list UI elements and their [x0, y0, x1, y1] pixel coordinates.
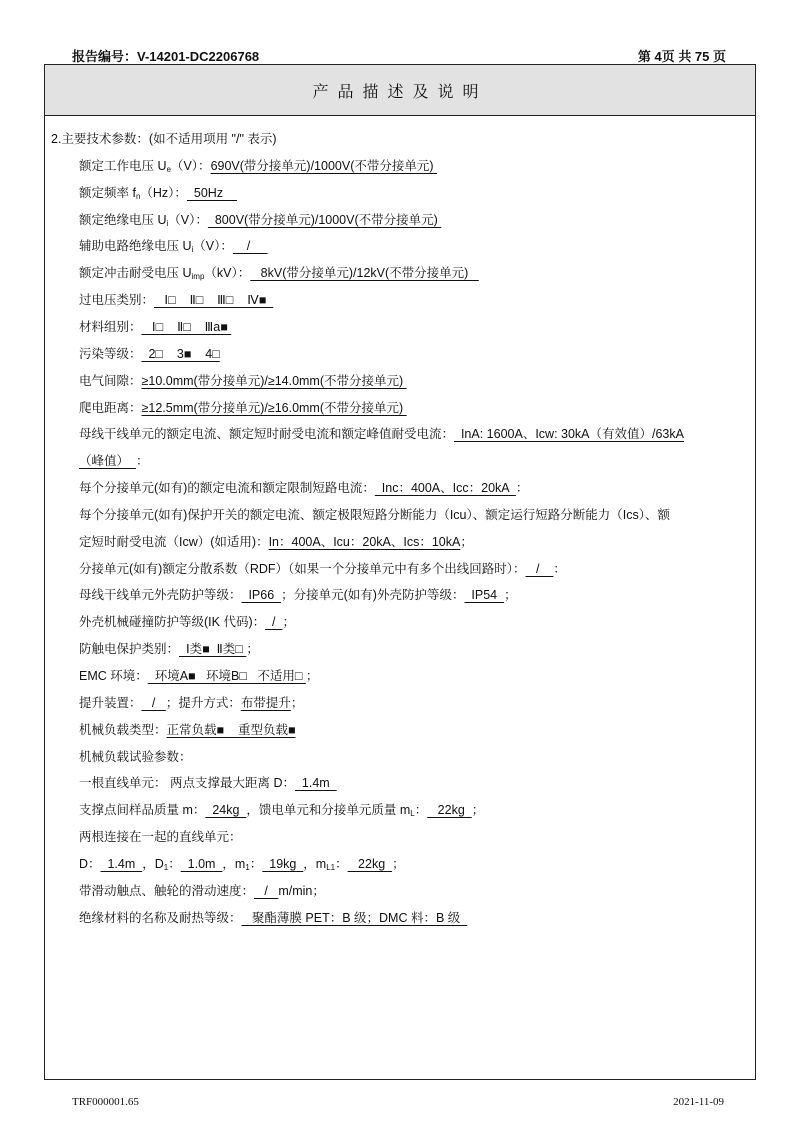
parameter-value: 聚酯薄膜 PET：B 级；DMC 料：B 级 — [241, 910, 468, 925]
parameter-label: ；分接单元(如有)外壳防护等级： — [281, 588, 465, 603]
subscript: L1 — [326, 862, 336, 872]
parameter-row — [79, 883, 325, 899]
subscript: 1 — [245, 862, 250, 872]
parameter-value: 22kg — [427, 803, 472, 818]
subscript: i — [191, 245, 194, 255]
parameter-label: 外壳机械碰撞防护等级(IK 代码)： — [79, 615, 266, 630]
parameter-value: 1.4m — [294, 776, 337, 791]
parameter-value: 环境A■ 环境B□ 不适用□ — [147, 669, 306, 683]
parameter-label: 材料组别： — [79, 319, 142, 334]
parameter-row — [79, 722, 296, 738]
parameter-label: m/min； — [278, 883, 325, 898]
parameter-row — [79, 185, 237, 201]
parameter-label: 机械负载类型： — [79, 722, 167, 737]
parameter-value: / — [141, 695, 166, 710]
parameter-row — [79, 453, 148, 469]
parameter-label: 每个分接单元(如有)的额定电流和额定限制短路电流： — [79, 481, 375, 496]
parameter-value: （峰值） — [79, 454, 136, 469]
parameter-label: ，m — [303, 856, 327, 871]
parameter-label: ； — [392, 856, 405, 871]
parameter-label: 额定绝缘电压 U — [79, 212, 167, 227]
parameter-row — [79, 910, 467, 926]
report-number: 报告编号：V-14201-DC2206768 — [72, 49, 260, 64]
parameter-label: 额定频率 f — [79, 185, 136, 200]
parameter-value: InA: 1600A、Icw: 30kA（有效值）/63kA — [454, 427, 684, 442]
parameter-label: 每个分接单元(如有)保护开关的额定电流、额定极限短路分断能力（Icu）、额定运行短路分断能力（Ics）、额 — [79, 507, 670, 522]
parameter-value: 690V(带分接单元)/1000V(不带分接单元) — [210, 158, 437, 173]
parameter-row — [79, 587, 517, 603]
parameter-label: 支撑点间样品质量 m： — [79, 803, 206, 818]
subscript: n — [135, 191, 141, 201]
page-number: 第 4页 共 75 页 — [637, 49, 726, 64]
parameter-label: 一根直线单元： 两点支撑最大距离 D： — [79, 776, 295, 791]
parameter-value: 8kV(带分接单元)/12kV(不带分接单元) — [250, 266, 479, 281]
parameter-row — [79, 292, 273, 308]
parameter-label: 额定工作电压 U — [79, 158, 167, 173]
parameter-label: 母线干线单元外壳防护等级： — [79, 588, 242, 603]
parameter-label: 额定冲击耐受电压 U — [79, 266, 192, 281]
parameter-value: Inc：400A、Icc：20kA — [374, 481, 516, 496]
subscript: 1 — [163, 862, 169, 872]
parameter-row — [79, 507, 670, 523]
parameter-label: ； — [305, 669, 319, 683]
parameter-label: 分接单元(如有)额定分散系数（RDF）（如果一个分接单元中有多个出线回路时）： — [79, 561, 526, 576]
parameter-label: 防触电保护类别： — [79, 642, 180, 657]
parameter-label: ，D — [142, 856, 164, 871]
parameter-row — [79, 480, 528, 496]
parameter-value: IP54 — [464, 588, 505, 603]
section-heading — [51, 131, 277, 147]
parameter-value: 1.0m — [180, 856, 223, 871]
parameter-label: （kV）： — [204, 266, 251, 281]
parameter-row — [79, 561, 566, 577]
parameter-row — [79, 695, 303, 711]
content-frame — [44, 64, 756, 1080]
parameter-label: 过电压类别： — [79, 293, 155, 308]
parameter-label: 母线干线单元的额定电流、额定短时耐受电流和额定峰值耐受电流： — [79, 427, 455, 442]
parameter-label: 机械负载试验参数： — [79, 749, 192, 764]
parameter-row — [79, 158, 437, 174]
parameter-label: 污染等级： — [79, 346, 142, 361]
parameter-label: ； — [460, 534, 473, 549]
parameter-value: / — [265, 615, 283, 630]
section-title: 产品描述及说明 — [45, 65, 755, 116]
parameter-label: ： — [249, 856, 263, 871]
parameter-row — [79, 775, 337, 791]
parameter-label: （Hz）： — [140, 185, 187, 200]
parameter-label: D： — [79, 856, 101, 871]
parameter-label: ； — [290, 695, 304, 710]
parameter-label: 绝缘材料的名称及耐热等级： — [79, 910, 242, 925]
parameter-label: 定短时耐受电流（Icw）(如适用)： — [79, 534, 269, 549]
parameter-row — [79, 534, 473, 550]
subscript: imp — [191, 272, 205, 282]
parameter-value: 24kg — [205, 803, 247, 818]
parameter-value: / — [232, 239, 268, 254]
parameter-label: 电气间隙： — [79, 373, 142, 388]
parameter-label: （V）： — [168, 212, 208, 227]
parameter-label: （V）： — [193, 239, 233, 254]
parameter-label: ； — [282, 615, 295, 630]
subscript: L — [410, 809, 415, 819]
parameter-label: 带滑动触点、触轮的滑动速度： — [79, 883, 255, 898]
parameter-value: Ⅰ□ Ⅱ□ Ⅲ□ Ⅳ■ — [154, 293, 274, 308]
parameter-label: 辅助电路绝缘电压 U — [79, 239, 192, 254]
parameter-value: 800V(带分接单元)/1000V(不带分接单元) — [207, 212, 442, 227]
parameter-row — [79, 856, 405, 872]
parameter-label: EMC 环境： — [79, 669, 148, 683]
parameter-label: ； — [504, 588, 517, 603]
parameter-row — [79, 373, 407, 389]
parameter-row — [79, 265, 479, 281]
parameter-label: ，馈电单元和分接单元质量 m — [246, 803, 411, 818]
parameter-value: IP66 — [241, 588, 282, 603]
parameter-row — [79, 614, 295, 630]
parameter-label: ； — [471, 803, 485, 818]
parameter-label: ： — [168, 856, 181, 871]
parameter-label: ： — [135, 454, 149, 469]
parameter-label: 提升装置： — [79, 695, 142, 710]
form-id: TRF000001.65 — [72, 1096, 139, 1108]
parameter-label: ： — [553, 561, 566, 576]
parameter-label: 爬电距离： — [79, 400, 142, 415]
parameter-row — [79, 749, 192, 765]
parameter-value: / — [525, 561, 554, 576]
parameter-value: / — [254, 883, 279, 898]
parameter-row — [79, 426, 684, 442]
parameter-value: 22kg — [347, 856, 393, 871]
parameter-label: ： — [515, 481, 529, 496]
parameter-label: ；提升方式： — [165, 695, 241, 710]
parameter-value: 2□ 3■ 4□ — [141, 346, 220, 361]
parameter-value: 50Hz — [186, 185, 237, 200]
parameter-value: Ⅰ类■ Ⅱ类□ — [179, 642, 247, 657]
parameter-row — [79, 668, 318, 684]
parameter-label: （V）： — [170, 158, 211, 173]
parameter-value: 19kg — [262, 856, 304, 871]
parameter-row — [79, 802, 484, 818]
parameter-label: 2.主要技术参数：(如不适用项用 "/" 表示) — [51, 132, 277, 146]
parameter-label: ，m — [222, 856, 246, 871]
parameter-row — [79, 212, 441, 228]
subscript: i — [166, 218, 169, 228]
parameter-row — [79, 829, 242, 845]
parameter-value: ≥10.0mm(带分接单元)/≥14.0mm(不带分接单元) — [141, 373, 407, 388]
parameter-value: 正常负载■ 重型负载■ — [166, 722, 296, 737]
subscript: e — [166, 164, 171, 174]
parameter-value: In：400A、Icu：20kA、Ics：10kA — [268, 534, 461, 549]
parameter-row — [79, 238, 268, 254]
parameter-label: ： — [414, 803, 428, 818]
parameter-label: ； — [246, 642, 259, 657]
parameter-label: 两根连接在一起的直线单元： — [79, 830, 242, 845]
issue-date: 2021-11-09 — [673, 1096, 724, 1108]
parameter-row — [79, 346, 220, 362]
parameter-row — [79, 319, 231, 335]
parameter-label: ： — [335, 856, 348, 871]
parameter-value: 1.4m — [100, 856, 143, 871]
parameter-value: ≥12.5mm(带分接单元)/≥16.0mm(不带分接单元) — [141, 400, 407, 415]
parameter-row — [79, 400, 407, 416]
parameter-row — [79, 641, 259, 657]
parameter-value: 布带提升 — [240, 695, 291, 710]
parameter-value: Ⅰ□ Ⅱ□ Ⅲa■ — [141, 319, 232, 334]
